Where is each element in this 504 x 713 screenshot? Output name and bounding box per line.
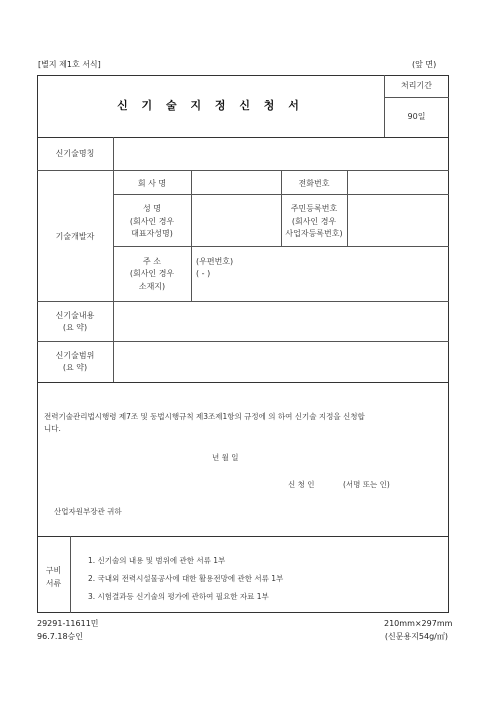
- form-number: [별지 제1호 서식]: [38, 60, 101, 69]
- address-label-3: 소재지): [138, 282, 166, 291]
- tech-name-label: 신기술명칭: [55, 149, 95, 158]
- row-line-scope: [37, 382, 449, 383]
- tech-scope-field[interactable]: [114, 342, 448, 381]
- application-statement: 전력기술관리법시행령 제7조 및 동법시행규칙 제3조제1항의 규정에 의 하여 신기술 지정을 신청합: [44, 412, 365, 421]
- signature-label[interactable]: (서명 또는 인): [343, 480, 390, 489]
- processing-period-label: 처리기간: [401, 81, 432, 90]
- representative-name-label-1: 성 명: [143, 204, 161, 213]
- postal-code-field[interactable]: ( - ): [196, 269, 211, 278]
- tech-scope-label: 신기술범위: [55, 351, 95, 360]
- application-statement-end: 니다.: [44, 424, 61, 433]
- form-title: 신 기 술 지 정 신 청 서: [117, 99, 304, 112]
- registration-number-label-3: 사업자등록번호): [285, 229, 343, 238]
- registration-number-label-1: 주민등록번호: [290, 204, 338, 213]
- attachment-item: 1. 신기술의 내용 및 범위에 관한 서류 1부: [88, 556, 226, 565]
- phone-label: 전화번호: [298, 179, 330, 188]
- phone-field[interactable]: [348, 171, 448, 194]
- postal-code-label: (우편번호): [196, 257, 234, 266]
- company-name-label: 회 사 명: [137, 179, 167, 188]
- representative-name-label-2: (회사인 경우: [129, 217, 175, 226]
- processing-box-line: [384, 97, 449, 98]
- tech-name-field[interactable]: [114, 138, 448, 170]
- representative-name-field[interactable]: [192, 195, 280, 245]
- company-name-field[interactable]: [192, 171, 280, 194]
- paper-size: 210mm×297mm: [384, 619, 453, 628]
- row-line-application: [37, 536, 449, 537]
- processing-period-value: 90일: [407, 112, 426, 121]
- attachments-label-1: 구비: [45, 566, 62, 575]
- tech-content-label: 신기술내용: [55, 311, 95, 320]
- row-line-name: [113, 246, 449, 247]
- tech-content-field[interactable]: [114, 302, 448, 340]
- developer-section-label: 기술개발자: [55, 232, 95, 241]
- paper-type: (신문용지54g/㎡): [384, 632, 448, 641]
- registration-number-field[interactable]: [348, 195, 448, 245]
- tech-content-sublabel: (요 약): [62, 323, 88, 332]
- attachments-label-2: 서류: [45, 579, 62, 588]
- attachment-item: 3. 시험결과등 신기술의 평가에 관하여 필요한 자료 1부: [88, 592, 269, 601]
- attachment-item: 2. 국내외 전력시설물공사에 대한 활용전망에 관한 서류 1부: [88, 574, 284, 583]
- recipient: 산업자원부장관 귀하: [54, 507, 122, 516]
- address-label-2: (회사인 경우: [129, 269, 175, 278]
- address-label-1: 주 소: [143, 257, 161, 266]
- tech-scope-sublabel: (요 약): [62, 363, 88, 372]
- applicant-label: 신 청 인: [288, 480, 315, 489]
- attachments-divider: [70, 536, 71, 613]
- page-side-label: (앞 면): [412, 60, 437, 69]
- representative-name-label-3: 대표자성명): [131, 229, 173, 238]
- registration-number-label-2: (회사인 경우: [291, 217, 337, 226]
- approval-date: 96.7.18승인: [37, 632, 83, 641]
- form-code: 29291-11611민: [37, 619, 99, 628]
- application-date[interactable]: 년 월 일: [212, 453, 239, 462]
